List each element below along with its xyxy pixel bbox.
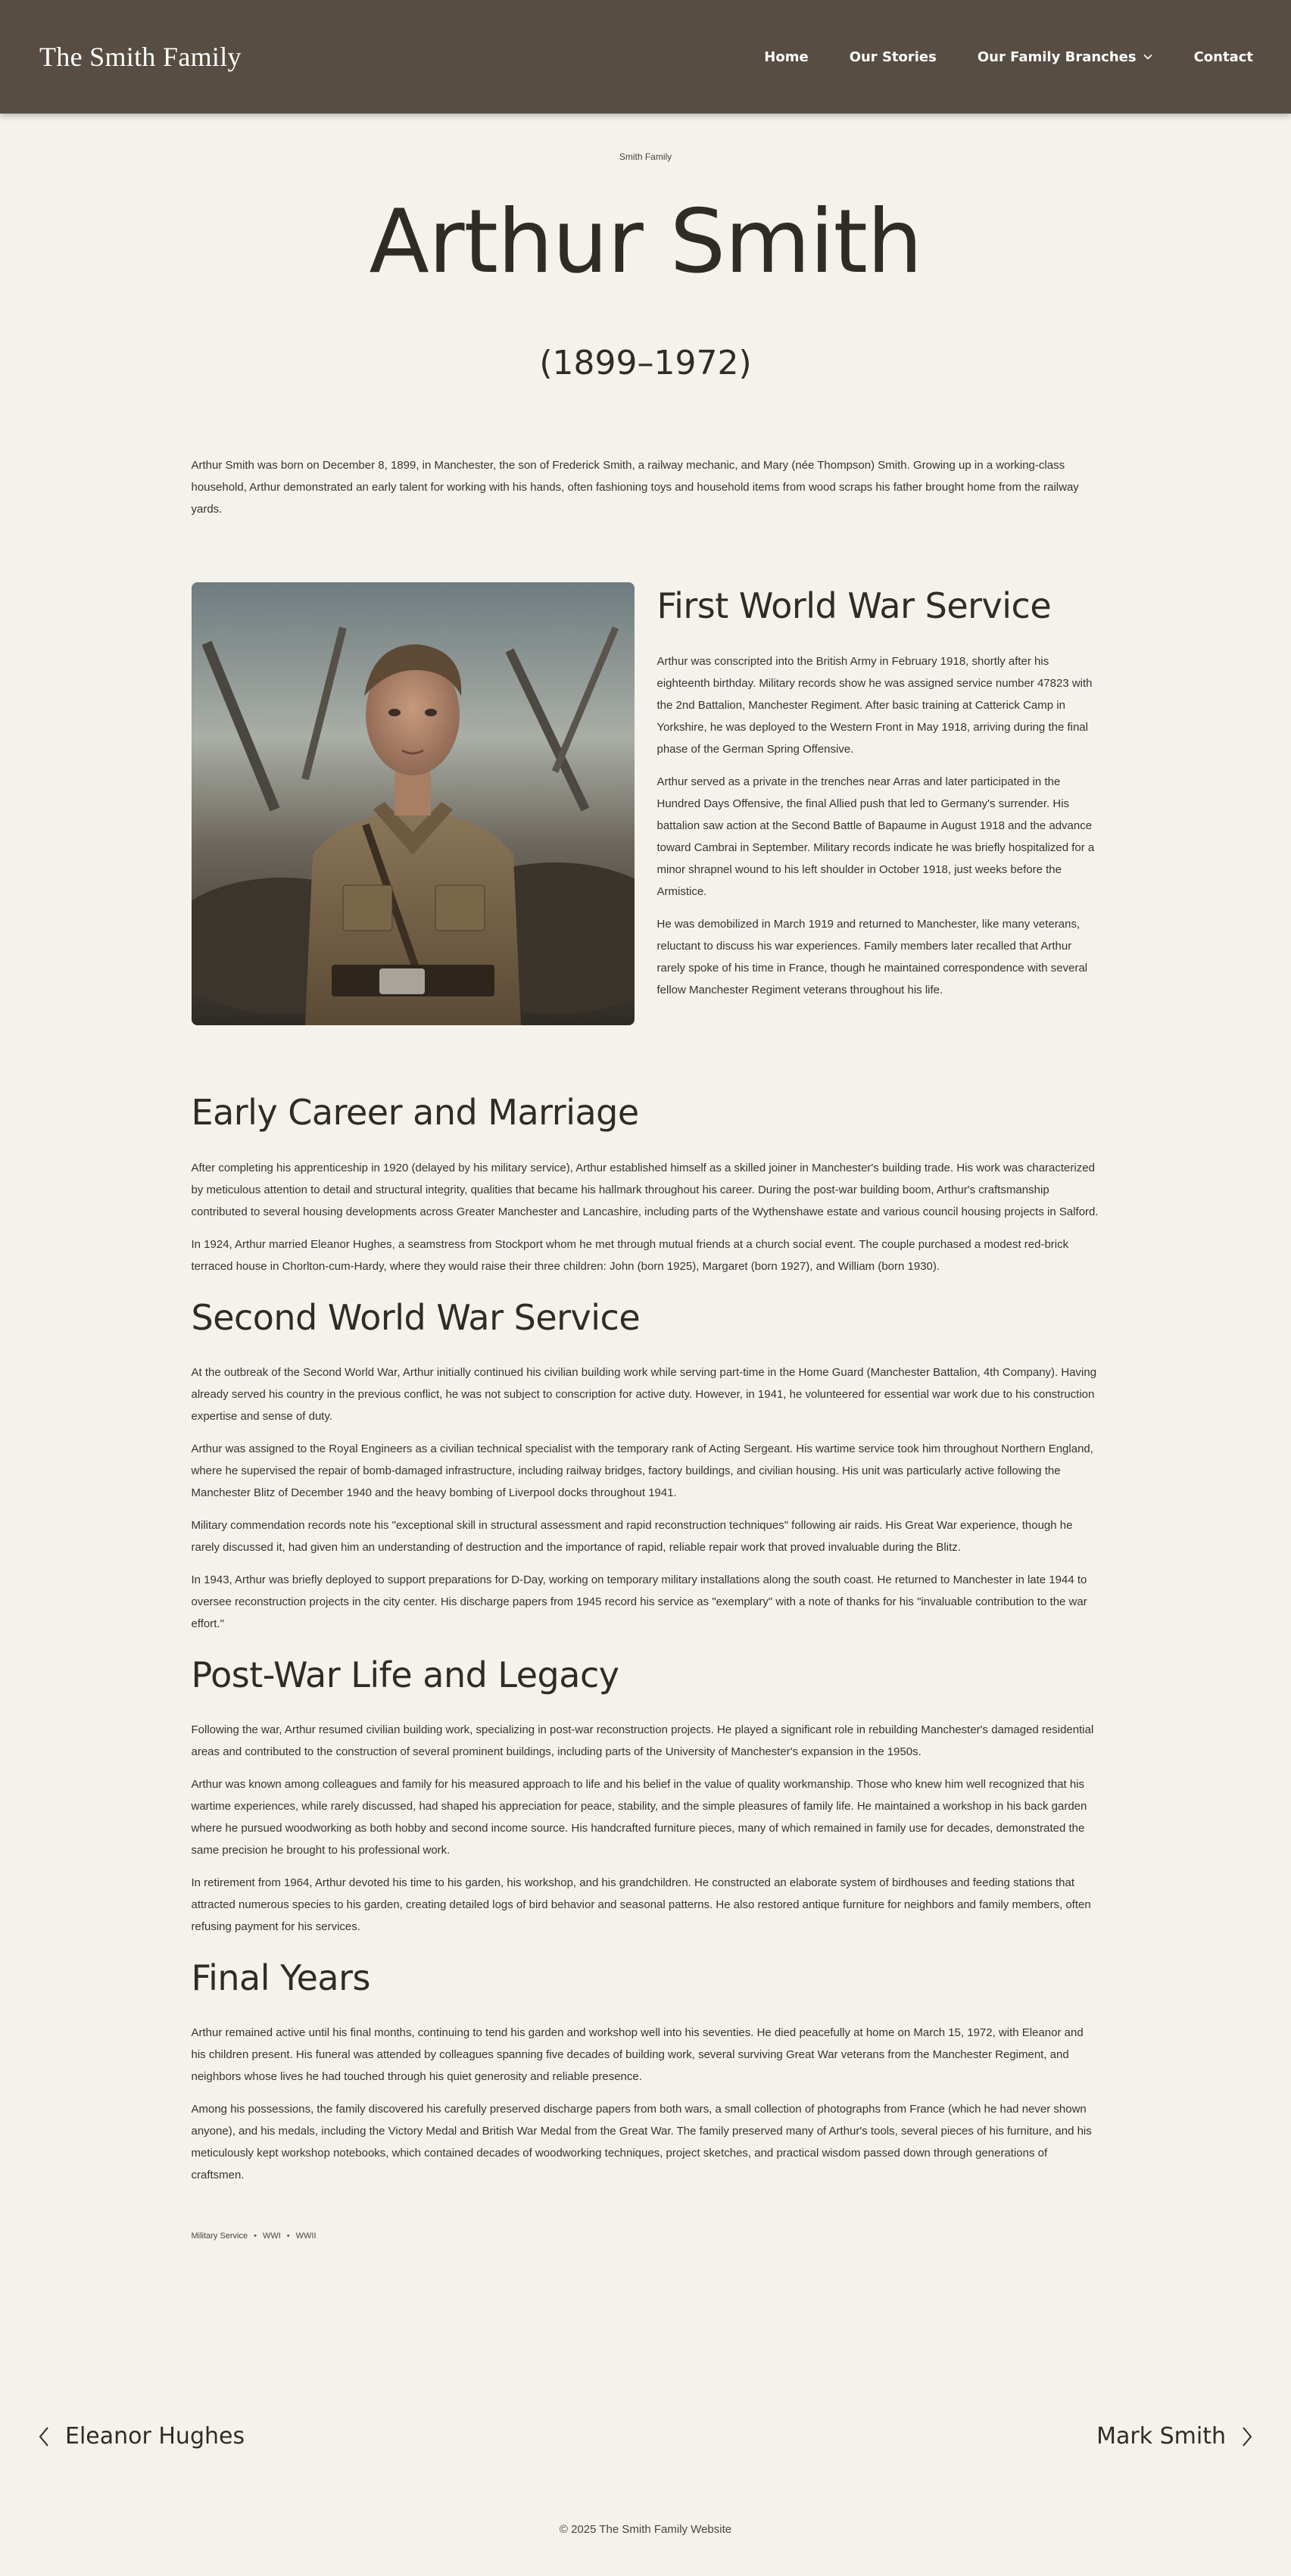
portrait-illustration xyxy=(192,582,635,1025)
site-footer xyxy=(0,2523,1291,2536)
career-paragraph: After completing his apprenticeship in 1920 (delayed by his military service), Arthur established himself as a skilled joiner in Manchester's building trade. His work was characterized by meticulous attention to detail and structural integrity, qualities that became his hallmark throughout his career. During the post-war building boom, Arthur's craftsmanship contributed to several housing developments across Greater Manchester and Lancashire, including parts of the Wythenshawe estate and various council housing projects in Salford. xyxy=(191,1161,1099,1218)
ww2-heading: Second World War Service xyxy=(191,1296,641,1338)
final-years-section xyxy=(192,1957,1100,2186)
postwar-paragraph: In retirement from 1964, Arthur devoted his time to his garden, his workshop, and his grandchildren. He constructed an elaborate system of birdhouses and feeding stations that attracted numerous species to his garden, creating detailed logs of bird behavior and seasonal patterns. He also restored antique furniture for neighbors and family members, often refusing payment for his services. xyxy=(191,1876,1091,1933)
nav-our-family-branches[interactable] xyxy=(978,49,1153,65)
tag-separator: • xyxy=(286,2231,290,2241)
career-paragraph: In 1924, Arthur married Eleanor Hughes, a seamstress from Stockport whom he met through mutual friends at a church social event. The couple purchased a modest red-brick terraced house in Chorlton-cum-Hardy, where they would raise their three children: John (born 1925), Margaret (born 1927), and William (born 1930). xyxy=(191,1237,1069,1273)
postwar-section xyxy=(192,1654,1100,1938)
ww2-section xyxy=(192,1297,1100,1635)
post-navigation xyxy=(38,2423,1253,2450)
postwar-paragraph: Arthur was known among colleagues and family for his measured approach to life and his belief in the value of quality workmanship. Those who knew him well recognized that his wartime experiences, while rarely discussed, had shaped his appreciation for peace, stability, and the simple pleasures of family life. He maintained a workshop in his back garden where he pursued woodworking as both hobby and second income source. His handcrafted furniture pieces, many of which remained in family use for decades, demonstrated the same precision he brought to his professional work. xyxy=(191,1777,1087,1857)
chevron-right-icon xyxy=(1241,2425,1253,2448)
page-title: Arthur Smith xyxy=(369,191,922,293)
main-nav xyxy=(764,49,1253,65)
article-body xyxy=(192,454,1100,2241)
career-section xyxy=(192,1092,1100,1277)
final-years-heading: Final Years xyxy=(191,1957,370,1998)
previous-post-title: Eleanor Hughes xyxy=(65,2423,245,2450)
nav-contact[interactable]: Contact xyxy=(1193,48,1253,65)
chevron-down-icon xyxy=(1143,51,1153,62)
tag-separator: • xyxy=(254,2231,257,2241)
nav-our-stories[interactable]: Our Stories xyxy=(849,48,937,65)
final-years-paragraph: Among his possessions, the family discovered his carefully preserved discharge papers from both wars, a small collection of photographs from France (which he had never shown anyone), and his medals, including the Victory Medal and British War Medal from the Great War. The family preserved many of Arthur's tools, several pieces of his furniture, and his meticulously kept workshop notebooks, which contained decades of woodworking techniques, project sketches, and practical wisdom passed down through generations of craftsmen. xyxy=(191,2103,1092,2182)
soldier-portrait-image xyxy=(192,582,635,1025)
life-dates: (1899–1972) xyxy=(539,343,752,382)
ww2-paragraph: Arthur was assigned to the Royal Engineers as a civilian technical specialist with the temporary rank of Acting Sergeant. His wartime service took him throughout Northern England, where he supervised the repair of bomb-damaged infrastructure, including railway bridges, factory buildings, and civilian housing. His unit was particularly active following the Manchester Blitz of December 1940 and the heavy bombing of Liverpool docks throughout 1941. xyxy=(191,1442,1093,1499)
next-post-link[interactable] xyxy=(1096,2423,1253,2450)
postwar-heading: Post-War Life and Legacy xyxy=(191,1654,619,1695)
intro-paragraph: Arthur Smith was born on December 8, 1899, in Manchester, the son of Frederick Smith, a railway mechanic, and Mary (née Thompson) Smith. Growing up in a working-class household, Arthur demonstrated an early talent for working with his hands, often fashioning toys and household items from wood scraps his father brought home from the railway yards. xyxy=(191,459,1079,516)
ww1-heading: First World War Service xyxy=(656,585,1052,627)
ww1-paragraph: He was demobilized in March 1919 and returned to Manchester, like many veterans, reluctant to discuss his war experiences. Family members later recalled that Arthur rarely spoke of his time in France, though he maintained correspondence with several fellow Manchester Regiment veterans throughout his life. xyxy=(656,917,1088,996)
career-heading: Early Career and Marriage xyxy=(191,1092,639,1134)
nav-home[interactable]: Home xyxy=(764,48,809,65)
ww1-text xyxy=(657,582,1100,1025)
final-years-paragraph: Arthur remained active until his final months, continuing to tend his garden and workshop well into his seventies. He died peacefully at home on March 15, 1972, with Eleanor and his children present. His funeral was attended by colleagues spanning five decades of building work, several surviving Great War veterans from the Manchester Regiment, and neighbors whose lives he had touched through his quiet generosity and reliable presence. xyxy=(191,2026,1084,2084)
category-label: Smith Family xyxy=(619,151,672,162)
next-post-title: Mark Smith xyxy=(1096,2423,1226,2450)
copyright-text: © 2025 The Smith Family Website xyxy=(559,2523,732,2536)
ww1-paragraph: Arthur was conscripted into the British Army in February 1918, shortly after his eighteenth birthday. Military records show he was assigned service number 47823 with the 2nd Battalion, Manchester Regiment. After basic training at Catterick Camp in Yorkshire, he was deployed to the Western Front in May 1918, arriving during the final phase of the German Spring Offensive. xyxy=(656,654,1093,756)
ww2-paragraph: In 1943, Arthur was briefly deployed to support preparations for D-Day, working on temporary military installations along the south coast. He returned to Manchester in late 1944 to oversee reconstruction projects in the city center. His discharge papers from 1945 record his service as "exemplary" with a note of thanks for his "invaluable contribution to the war effort." xyxy=(191,1573,1087,1630)
ww2-paragraph: At the outbreak of the Second World War, Arthur initially continued his civilian building work while serving part-time in the Home Guard (Manchester Battalion, 4th Company). Having already served his country in the previous conflict, he was not subject to conscription for active duty. However, in 1941, he volunteered for essential war work due to his construction expertise and sense of duty. xyxy=(191,1365,1097,1423)
ww1-section xyxy=(192,582,1100,1025)
ww1-paragraph: Arthur served as a private in the trenches near Arras and later participated in the Hundred Days Offensive, the final Allied push that led to Germany's surrender. His battalion saw action at the Second Battle of Bapaume in August 1918 and the advance toward Cambrai in September. Military records indicate he was briefly hospitalized for a minor shrapnel wound to his left shoulder in October 1918, just weeks before the Armistice. xyxy=(656,775,1095,898)
site-title-link[interactable]: The Smith Family xyxy=(39,42,242,72)
ww2-paragraph: Military commendation records note his "exceptional skill in structural assessment and rapid reconstruction techniques" following air raids. His Great War experience, though he rarely discussed it, had given him an understanding of destruction and the importance of rapid, reliable repair work that proved invaluable during the Blitz. xyxy=(191,1518,1073,1554)
tag-link[interactable]: WWI xyxy=(262,2231,281,2241)
tag-link[interactable]: WWII xyxy=(295,2231,317,2241)
site-header xyxy=(0,0,1291,114)
postwar-paragraph: Following the war, Arthur resumed civilian building work, specializing in post-war reconstruction projects. He played a significant role in rebuilding Manchester's damaged residential areas and contributed to the construction of several prominent buildings, including parts of the University of Manchester's expansion in the 1950s. xyxy=(191,1723,1094,1758)
tag-link[interactable]: Military Service xyxy=(191,2231,248,2241)
chevron-left-icon xyxy=(38,2425,50,2448)
main-content xyxy=(192,151,1100,2241)
post-tags xyxy=(192,2231,1100,2241)
previous-post-link[interactable] xyxy=(38,2423,245,2450)
nav-our-family-branches-label: Our Family Branches xyxy=(977,48,1137,65)
